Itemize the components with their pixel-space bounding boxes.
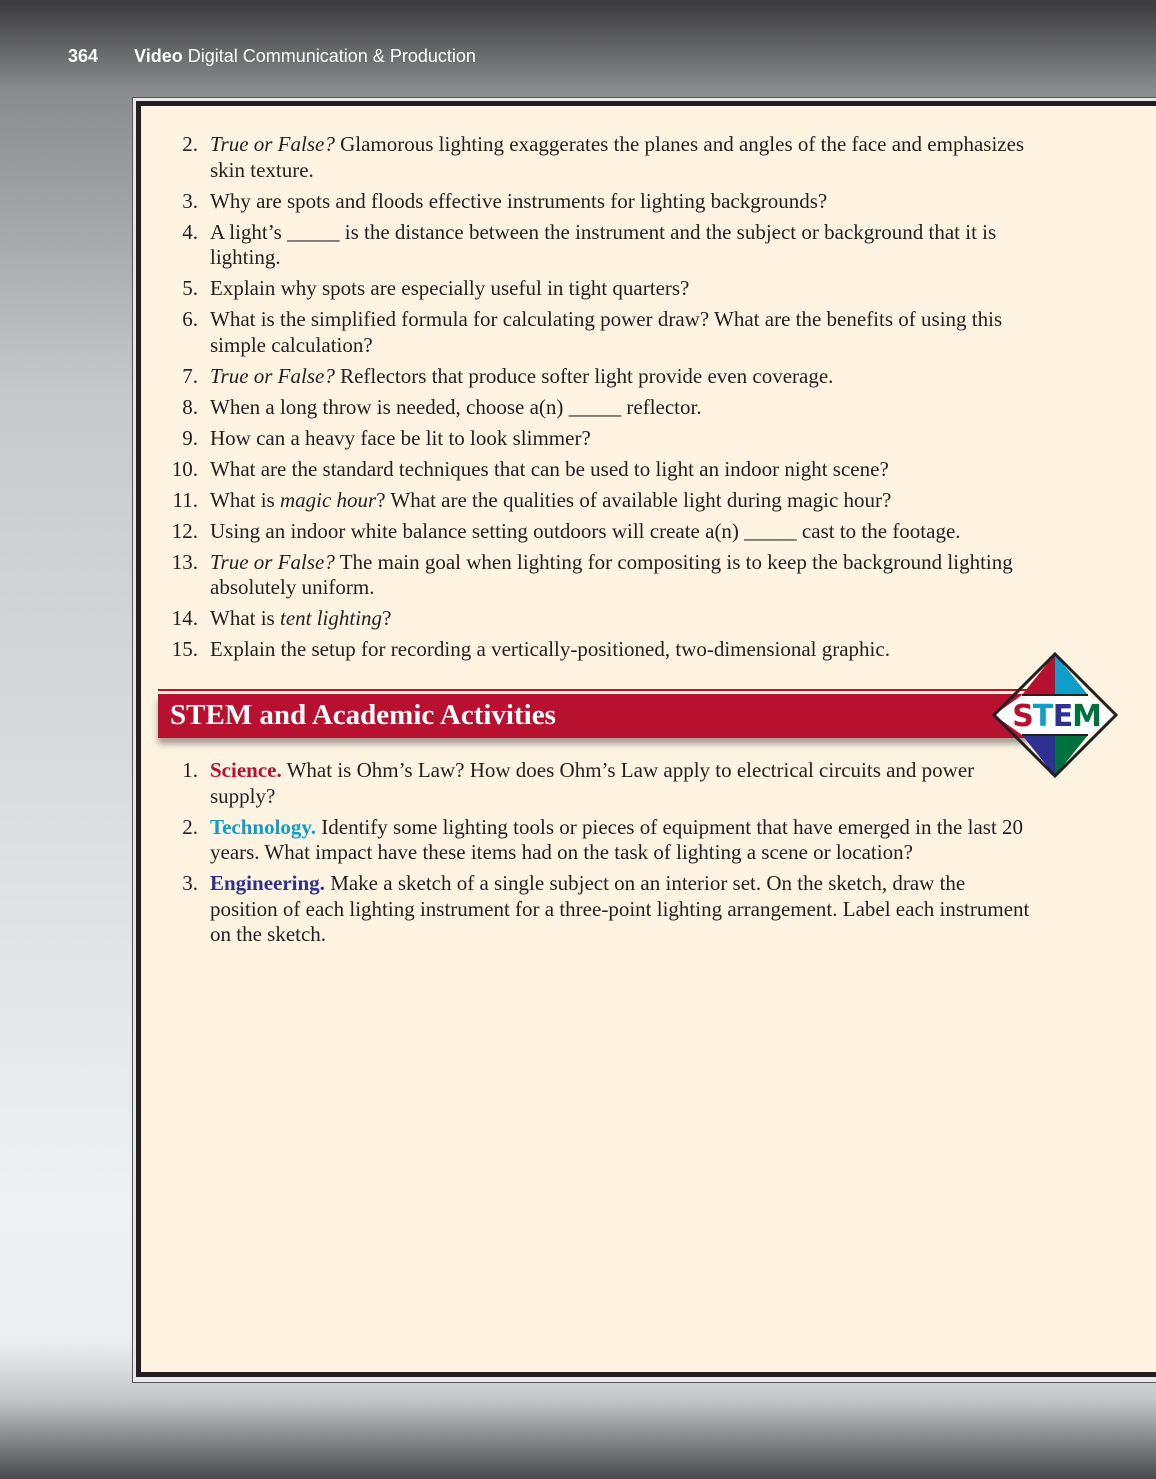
question-number: 10. — [171, 456, 198, 481]
question-number: 12. — [171, 518, 198, 543]
question-item — [170, 606, 1030, 632]
stem-activities — [170, 758, 1030, 953]
question-item — [170, 132, 1030, 183]
question-item — [170, 364, 1030, 390]
book-title-bold: Video — [134, 46, 183, 66]
section-heading-bar — [158, 694, 1028, 738]
question-number: 5. — [182, 276, 198, 300]
term: magic hour — [279, 487, 377, 512]
question-number: 6. — [182, 307, 198, 331]
question-item — [170, 189, 1030, 215]
question-text: Why are spots and floods effective instruments for lighting backgrounds? — [210, 188, 828, 213]
activity-number: 2. — [182, 814, 198, 839]
question-number: 4. — [182, 219, 198, 244]
question-text: When a long throw is needed, choose a(n) _____ reflector. — [210, 394, 702, 419]
question-item — [170, 395, 1030, 421]
true-false-label: True or False? — [210, 132, 335, 156]
running-header — [68, 46, 476, 67]
question-text: Reflectors that produce softer light provide even coverage. — [334, 363, 834, 388]
question-number: 9. — [182, 425, 198, 450]
activity-item — [170, 815, 1030, 866]
activity-label: Engineering. — [210, 871, 325, 895]
question-text: What is — [210, 606, 280, 630]
stem-letter: T — [1032, 699, 1054, 734]
term: tent lighting — [279, 606, 383, 630]
review-questions — [170, 132, 1030, 668]
question-text: What is the simplified formula for calculating power draw? What are the benefits of using this simple calculation? — [210, 307, 1003, 357]
question-item — [170, 426, 1030, 452]
stem-letter: M — [1072, 699, 1102, 734]
book-title: Digital Communication & Production — [182, 46, 476, 66]
question-number: 14. — [171, 606, 198, 630]
question-text: ? — [382, 606, 392, 630]
page-number: 364 — [68, 46, 99, 66]
question-text: ? What are the qualities of available light during magic hour? — [376, 487, 892, 512]
question-item — [170, 519, 1030, 545]
question-text: Using an indoor white balance setting outdoors will create a(n) _____ cast to the footage. — [210, 518, 961, 543]
question-text: Glamorous lighting exaggerates the planes and angles of the face and emphasizes skin texture. — [210, 132, 1025, 182]
question-item — [170, 307, 1030, 358]
activity-text: Make a sketch of a single subject on an interior set. On the sketch, draw the position of each lighting instrument for a three-point lighting arrangement. Label each instrument on the sketch. — [210, 871, 1030, 946]
question-text: A light’s _____ is the distance between the instrument and the subject or background that it is lighting. — [210, 219, 997, 269]
true-false-label: True or False? — [210, 549, 335, 574]
activity-text: What is Ohm’s Law? How does Ohm’s Law apply to electrical circuits and power supply? — [210, 758, 975, 808]
activity-number: 3. — [182, 871, 198, 895]
question-number: 7. — [182, 363, 198, 388]
question-number: 3. — [182, 188, 198, 213]
stem-letter: E — [1052, 699, 1074, 734]
question-item — [170, 637, 1030, 663]
true-false-label: True or False? — [210, 363, 335, 388]
question-number: 2. — [182, 132, 198, 156]
activity-label: Science. — [210, 758, 282, 782]
question-number: 8. — [182, 394, 198, 419]
activity-text: Identify some lighting tools or pieces of equipment that have emerged in the last 20 years. What impact have these items had on the task of lighting a scene or location? — [210, 814, 1024, 864]
activity-item — [170, 758, 1030, 809]
question-text: Explain why spots are especially useful in tight quarters? — [210, 276, 690, 300]
activity-label: Technology. — [210, 814, 317, 839]
section-rule — [158, 689, 1028, 691]
question-text: Explain the setup for recording a vertically-positioned, two-dimensional graphic. — [210, 637, 890, 661]
question-text: How can a heavy face be lit to look slimmer? — [210, 425, 591, 450]
question-text: What is — [210, 487, 280, 512]
stem-letter: S — [1012, 699, 1034, 734]
question-number: 15. — [171, 637, 198, 661]
question-item — [170, 550, 1030, 601]
question-item — [170, 276, 1030, 302]
activity-item — [170, 871, 1030, 948]
question-number: 13. — [171, 549, 198, 574]
question-number: 11. — [172, 487, 198, 512]
question-text: The main goal when lighting for compositing is to keep the background lighting absolutely uniform. — [210, 549, 1013, 599]
question-item — [170, 457, 1030, 483]
activity-number: 1. — [182, 758, 198, 782]
question-item — [170, 220, 1030, 271]
question-text: What are the standard techniques that can be used to light an indoor night scene? — [210, 456, 889, 481]
question-item — [170, 488, 1030, 514]
section-title: STEM and Academic Activities — [170, 699, 556, 731]
